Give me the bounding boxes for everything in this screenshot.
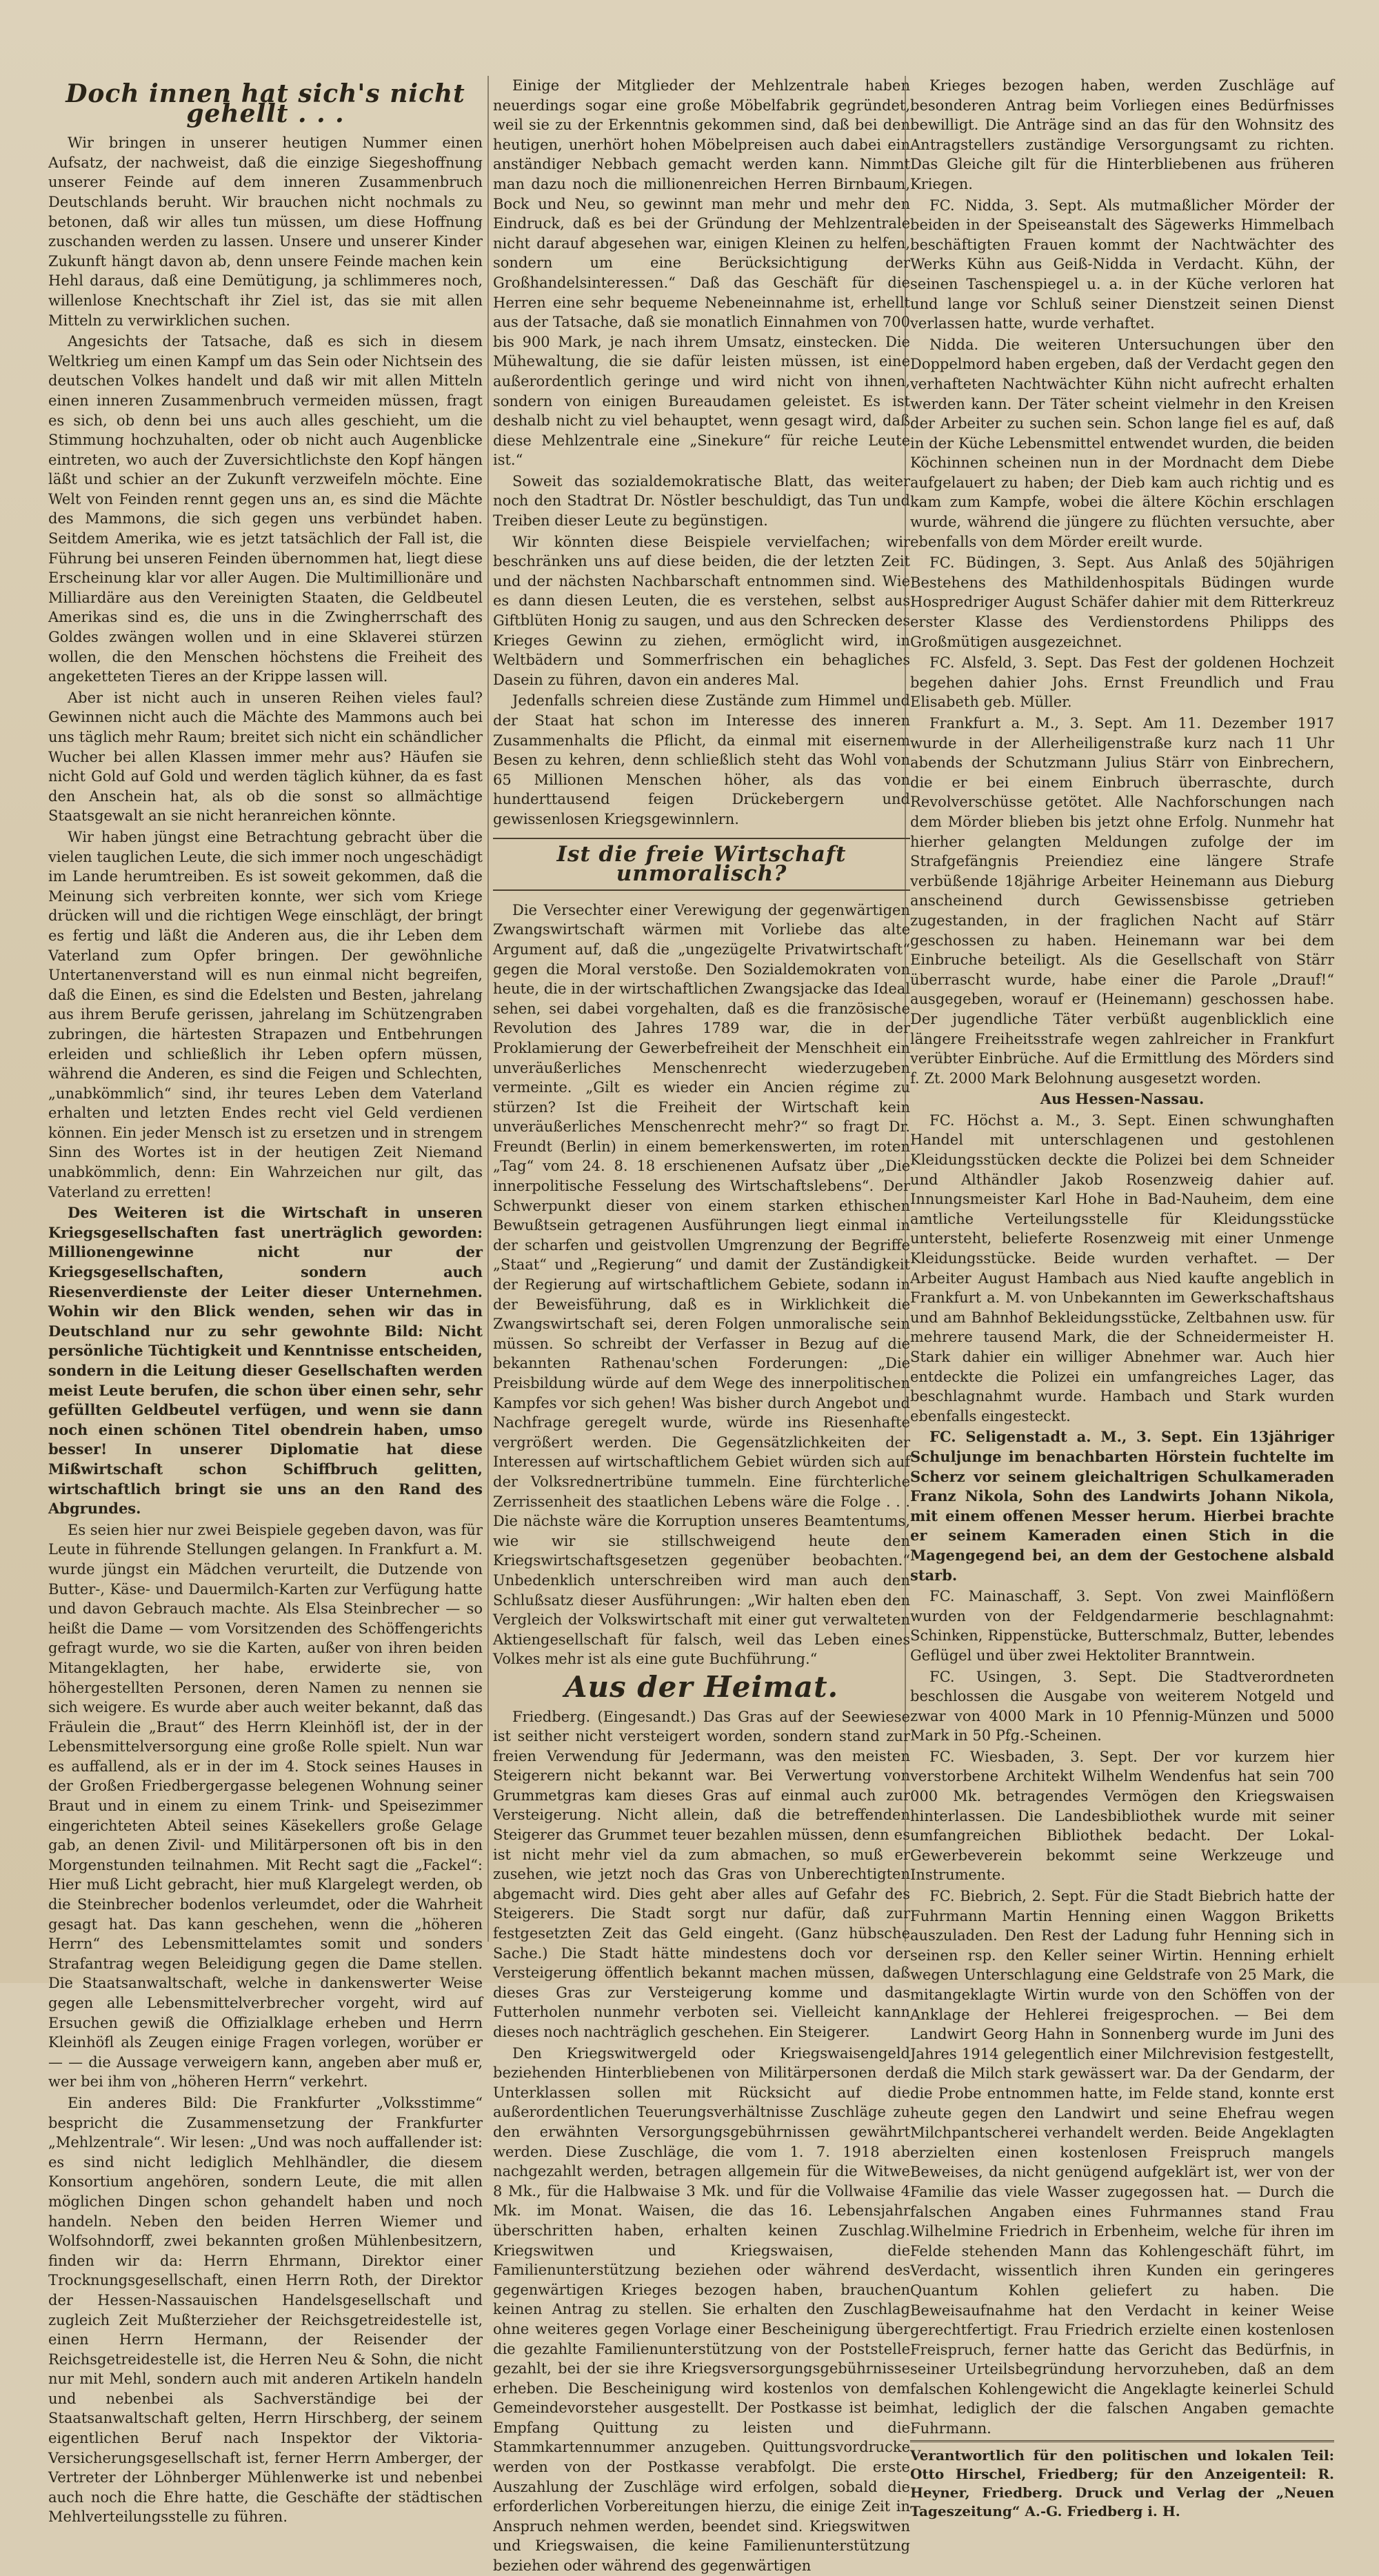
paragraph: Des Weiteren ist die Wirtschaft in unseren Kriegsgesellschaften fast unerträglich geworden: Millionengewinne nicht nur der Kriegsgesellschaften, sondern auch Riesenverdienste der Leiter dieser Unternehmen. Wohin wir den Blick wenden, sehen wir das in Deutschland nur zu sehr gewohnte Bild: Nicht persönliche Tüchtigkeit und Kenntnisse entscheiden, sondern in die Leitung dieser Gesellschaften werden meist Leute berufen, die schon über einen sehr, sehr gefüllten Geldbeutel verfügen, und wenn sie dann noch einen schönen Titel obendrein haben, umso besser! In unserer Diplomatie hat diese Mißwirtschaft schon Schiffbruch gelitten, wirtschaftlich bringt sie uns an den Rand des Abgrundes. <box>48 1204 483 1518</box>
section-headline: Aus der Heimat. <box>564 1669 839 1704</box>
news-item: FC. Usingen, 3. Sept. Die Stadtverordneten beschlossen die Ausgabe von weiterem Notgeld und zwar von 4000 Mark in 10 Pfennig-Münzen und 5000 Mark in 50 Pfg.-Scheinen. <box>910 1668 1334 1744</box>
paragraph: Soweit das sozialdemokratische Blatt, das weiter noch den Stadtrat Dr. Nöstler beschuldigt, das Tun und Treiben dieser Leute zu begünstigen. <box>493 472 910 530</box>
news-item: Frankfurt a. M., 3. Sept. Am 11. Dezember 1917 wurde in der Allerheiligenstraße kurz nach 11 Uhr abends der Schutzmann Julius Stärr von Einbrechern, die er bei einem Einbruch überraschte, durch Revolverschüsse getötet. Alle Nachforschungen nach dem Mörder blieben bis jetzt ohne Erfolg. Nunmehr hat hierher gelangten Meldungen zufolge der im Strafgefängnis Preiendiez eine längere Strafe verbüßende 18jährige Arbeiter Heinemann aus Dieburg anscheinend durch Gewissensbisse getrieben zugestanden, in der fraglichen Nacht auf Stärr geschossen zu haben. Heinemann war bei dem Einbruche beteiligt. Als die Gesellschaft von Stärr überrascht wurde, habe einer die Parole „Drauf!“ ausgegeben, worauf er (Heinemann) geschossen habe. Der jugendliche Täter verbüßt augenblicklich eine längere Freiheitsstrafe wegen zahlreicher in Frankfurt verübter Einbrüche. Auf die Ermittlung des Mörders sind f. Zt. 2000 Mark Belohnung ausgesetzt worden. <box>910 715 1334 1087</box>
section-subheading: Aus Hessen-Nassau. <box>1040 1090 1205 1108</box>
news-item: FC. Alsfeld, 3. Sept. Das Fest der goldenen Hochzeit begehen dahier Johs. Ernst Freundlich und Frau Elisabeth geb. Müller. <box>910 654 1334 711</box>
news-item: FC. Seligenstadt a. M., 3. Sept. Ein 13jähriger Schuljunge im benachbarten Hörstein fuchtelte im Scherz vor seinem gleichaltrigen Schulkameraden Franz Nikola, Sohn des Landwirts Johann Nikola, mit einem offenen Messer herum. Hierbei brachte er seinem Kameraden einen Stich in die Magengegend bei, an dem der Gestochene alsbald starb. <box>910 1428 1334 1584</box>
imprint-footer: Verantwortlich für den politischen und lokalen Teil: Otto Hirschel, Friedberg; für den Anzeigenteil: R. Heyner, Friedberg. Druck und Verlag der „Neuen Tageszeitung“ A.-G. Friedberg i. H. <box>910 2440 1334 2521</box>
paragraph: Wir könnten diese Beispiele vervielfachen; wir beschränken uns auf diese beiden, die der letzten Zeit und der nächsten Nachbarschaft entnommen sind. Wie es dann diesen Leuten, die es verstehen, selbst aus Giftblüten Honig zu saugen, und aus den Schrecken des Krieges Gewinn zu ziehen, ermöglicht wird, in Weltbädern und Sommerfrischen ein behagliches Dasein zu führen, davon ein anderes Mal. <box>493 533 910 688</box>
paragraph: Angesichts der Tatsache, daß es sich in diesem Weltkrieg um einen Kampf um das Sein oder Nichtsein des deutschen Volkes handelt und daß wir mit allen Mitteln einen inneren Zusammenbruch vermeiden müssen, fragt es sich, ob denn bei uns auch alles geschieht, um die Stimmung hochzuhalten, oder ob nicht auch Augenblicke eintreten, wo auch der Zuversichtlichste den Kopf hängen läßt und schier an der Zukunft verzweifeln möchte. Eine Welt von Feinden rennt gegen uns an, es sind die Mächte des Mammons, die sich gegen uns verbündet haben. Seitdem Amerika, wie es jetzt tatsächlich der Fall ist, die Führung bei unseren Feinden übernommen hat, liegt diese Erscheinung klar vor aller Augen. Die Multimillionäre und Milliardäre aus den Vereinigten Staaten, die Geldbeutel Amerikas sind es, die uns in die Zwingherrschaft des Goldes zwängen wollen und in eine Sklaverei stürzen wollen, die den Menschen höchstens die Freiheit des angeketteten Tieres an der Krippe lassen will. <box>48 333 483 685</box>
column-3 <box>910 76 1334 2519</box>
paragraph: Aber ist nicht auch in unseren Reihen vieles faul? Gewinnen nicht auch die Mächte des Mammons auch bei uns täglich mehr Raum; breitet sich nicht ein schändlicher Wucher bei allen Klassen immer mehr aus? Häufen sie nicht Gold auf Gold und werden täglich kühner, da es fast den Anschein hat, als ob die sonst so allmächtige Staatsgewalt an sie nicht heranreichen könnte. <box>48 689 483 825</box>
article-headline: Ist die freie Wirtschaft unmoralisch? <box>493 838 910 891</box>
paragraph: Wir bringen in unserer heutigen Nummer einen Aufsatz, der nachweist, daß die einzige Siegeshoffnung unserer Feinde auf dem inneren Zusammenbruch Deutschlands beruht. Wir brauchen nicht nochmals zu betonen, daß wir alles tun müssen, um diese Hoffnung zuschanden werden zu lassen. Unsere und unserer Kinder Zukunft hängt davon ab, denn unsere Feinde machen kein Hehl daraus, daß eine Demütigung, ja schlimmeres noch, willenlose Knechtschaft ihr Ziel ist, das sie mit allen Mitteln zu verwirklichen suchen. <box>48 134 483 329</box>
article-headline: Doch innen hat sich's nicht gehellt . . . <box>66 79 465 128</box>
paragraph: Ein anderes Bild: Die Frankfurter „Volksstimme“ bespricht die Zusammensetzung der Frankfurter „Mehlzentrale“. Wir lesen: „Und was noch auffallender ist: es sind nicht lediglich Mehlhändler, die diesem Konsortium angehören, sondern Leute, die mit allen möglichen Dingen schon gehandelt haben und noch handeln. Neben den beiden Herren Wiemer und Wolfsohndorff, zwei bekannten großen Mühlenbesitzern, finden wir da: Herrn Ehrmann, Direktor einer Trocknungsgesellschaft, einen Herrn Roth, der Direktor der Hessen-Nassauischen Handelsgesellschaft und zugleich Zeit Mußterzieher der Reichsgetreidestelle ist, einen Herrn Hermann, der Reisender der Reichsgetreidestelle ist, die Herren Neu & Sohn, die nicht nur mit Mehl, sondern auch mit anderen Artikeln handeln und nebenbei als Sachverständige bei der Staatsanwaltschaft gelten, Herrn Hirschberg, der seinem eigentlichen Beruf nach Inspektor der Viktoria-Versicherungsgesellschaft ist, ferner Herrn Amberger, der Vertreter der Löhnberger Mühlenwerke ist und nebenbei auch noch die Ehre hatte, die Geschäfte der städtischen Mehlverteilungsstelle zu führen. <box>48 2094 483 2526</box>
column-2 <box>493 76 910 2575</box>
news-item: FC. Büdingen, 3. Sept. Aus Anlaß des 50jährigen Bestehens des Mathildenhospitals Büdingen wurde Hospredriger August Schäfer dahier mit dem Ritterkreuz erster Klasse des Verdienstordens Philipps des Großmütigen ausgezeichnet. <box>910 554 1334 650</box>
news-item: FC. Wiesbaden, 3. Sept. Der vor kurzem hier verstorbene Architekt Wilhelm Wendenfus hat sein 700 000 Mk. betragendes Vermögen den Kriegswaisen hinterlassen. Die Landesbibliothek wurde mit seiner umfangreichen Bibliothek bedacht. Der Lokal-Gewerbeverein bekommt seine Werkzeuge und Instrumente. <box>910 1748 1334 1884</box>
paragraph: Wir haben jüngst eine Betrachtung gebracht über die vielen tauglichen Leute, die sich immer noch ungeschädigt im Lande herumtreiben. Es ist soweit gekommen, daß die Meinung sich verbreiten konnte, wer sich vom Kriege drücken will und die richtigen Wege einschlägt, der bringt es fertig und läßt die Anderen aus, die ihr Leben dem Vaterland zum Opfer bringen. Der gewöhnliche Untertanenverstand will es nun einmal nicht begreifen, daß die Einen, es sind die Edelsten und Besten, jahrelang aus ihrem Berufe gerissen, jahrelang im Schützengraben zubringen, die härtesten Strapazen und Entbehrungen erleiden und schließlich ihr Leben opfern müssen, während die Anderen, es sind die Feigen und Schlechten, „unabkömmlich“ sind, ihr teures Leben dem Vaterland erhalten und letzten Endes recht viel Geld verdienen können. Ein jeder Mensch ist zu ersetzen und in strengem Sinn des Wortes ist in der heutigen Zeit Niemand unabkömmlich, denn: Ein Wahrzeichen nur gilt, das Vaterland zu erretten! <box>48 828 483 1200</box>
paragraph: Die Versechter einer Verewigung der gegenwärtigen Zwangswirtschaft wärmen mit Vorliebe das alte Argument auf, daß die „ungezügelte Privatwirtschaft“ gegen die Moral verstoße. Den Sozialdemokraten von heute, die in der wirtschaftlichen Zwangsjacke das Ideal sehen, sei dabei vorgehalten, daß es die französische Revolution des Jahres 1789 war, die in der Proklamierung der Gewerbefreiheit der Menschheit ein unveräußerliches Menschenrecht wiederzugeben vermeinte. „Gilt es wieder ein Ancien régime zu stürzen? Ist die Freiheit der Wirtschaft kein unveräußerliches Menschenrecht mehr?“ so fragt Dr. Freundt (Berlin) in einem bemerkenswerten, im roten „Tag“ vom 24. 8. 18 erschienenen Aufsatz über „Die innerpolitische Fesselung des Wirtschaftslebens“. Der Schwerpunkt dieser von einem starken ethischen Bewußtsein getragenen Ausführungen liegt einmal in der scharfen und geistvollen Umgrenzung der Begriffe „Staat“ und „Regierung“ und damit der Zuständigkeit der Regierung auf wirtschaftlichem Gebiete, sodann in der Beweisführung, daß es in Wirklichkeit die Zwangswirtschaft sei, deren Folgen unmoralische sein müssen. So schreibt der Verfasser in Bezug auf die bekannten Rathenau'schen Forderungen: „Die Preisbildung würde auf dem Wege des innerpolitischen Kampfes vor sich gehen! Was bisher durch Angebot und Nachfrage geregelt wurde, würde ins Riesenhafte vergrößert werden. Die Gegensätzlichkeiten der Interessen auf wirtschaftlichem Gebiet würden sich auf der Volksrednertribüne tummeln. Eine fürchterliche Zerrissenheit des staatlichen Lebens wäre die Folge . . . Die nächste wäre die Korruption unseres Beamtentums, wie wir sie stillschweigend heute den Kriegswirtschaftsgesetzen gegenüber beobachten.“ Unbedenklich unterschreiben wird man auch den Schlußsatz dieser Ausführungen: „Wir halten eben den Vergleich der Volkswirtschaft mit einer gut verwalteten Aktiengesellschaft für falsch, weil das Leben eines Volkes mehr ist als eine gute Buchführung.“ <box>493 901 910 1668</box>
paragraph: Friedberg. (Eingesandt.) Das Gras auf der Seewiese ist seither nicht versteigert worden, sondern stand zur freien Verwendung für Jedermann, was den meisten Steigerern nicht bekannt war. Bei Verwertung von Grummetgras kam dieses Gras auf einmal auch zur Versteigerung. Nicht allein, daß die betreffenden Steigerer das Grummet teuer bezahlen müssen, denn es ist nicht mehr viel da zum abmachen, so muß er zusehen, wie jetzt noch das Gras von Unberechtigten abgemacht wird. Dies geht aber alles auf Gefahr des Steigerers. Die Stadt sorgt nur dafür, daß zur festgesetzten Zeit das Geld eingeht. (Ganz hübsche Sache.) Die Stadt hätte mindestens doch vor der Versteigerung öffentlich bekannt machen müssen, daß dieses Gras zur Versteigerung komme und das Futterholen nunmehr verboten sei. Vielleicht kann dieses noch nachträglich geschehen. Ein Steigerer. <box>493 1708 910 2040</box>
paragraph: Es seien hier nur zwei Beispiele gegeben davon, was für Leute in führende Stellungen gelangen. In Frankfurt a. M. wurde jüngst ein Mädchen verurteilt, die Dutzende von Butter-, Käse- und Dauermilch-Karten zur Verfügung hatte und davon Gebrauch machte. Als Elsa Steinbrecher — so heißt die Dame — vom Vorsitzenden des Schöffengerichts gefragt wurde, wo sie die Karten, außer von ihren beiden Mitangeklagten, her habe, erwiderte sie, von höhergestellten Personen, deren Namen zu nennen sie sich weigere. Es wurde aber auch weiter bekannt, daß das Fräulein die „Braut“ des Herrn Kleinhöfl ist, der in der Lebensmittelversorgung eine große Rolle spielt. Nun war es auffallend, als er in der im 4. Stock seines Hauses in der Großen Friedbergergasse belegenen Wohnung seiner Braut und in einem zu einem Trink- und Speisezimmer eingerichteten Abteil seines Käsekellers große Gelage gab, an denen Zivil- und Militärpersonen oft bis in den Morgenstunden teilnahmen. Mit Recht sagt die „Fackel“: Hier muß Licht gebracht, hier muß Klargelegt werden, ob die Steinbrecher bodenlos verleumdet, oder die Wahrheit gesagt hat. Das kann geschehen, wenn die „höheren Herrn“ des Lebensmittelamtes somit und sonders Strafantrag wegen Beleidigung gegen die Dame stellen. Die Staatsanwaltschaft, welche in dankenswerter Weise gegen alle Lebensmittelverbrecher vorgeht, wird auf Ersuchen gewiß die Offizialklage erheben und Herrn Kleinhöfl als Zeugen einige Fragen vorlegen, worüber er — — die Aussage verweigern kann, angeben aber muß er, wer bei ihm von „höheren Herrn“ verkehrt. <box>48 1521 483 2091</box>
news-item: FC. Mainaschaff, 3. Sept. Von zwei Mainflößern wurden von der Feldgendarmerie beschlagnahmt: Schinken, Rippenstücke, Butterschmalz, Butter, lebendes Geflügel und über zwei Hektoliter Branntwein. <box>910 1588 1334 1664</box>
paragraph: Den Kriegswitwergeld oder Kriegswaisengeld beziehenden Hinterbliebenen von Militärpersonen der Unterklassen sollen mit Rücksicht auf die außerordentlichen Teuerungsverhältnisse Zuschläge zu den erwähnten Versorgungsgebührnissen gewährt werden. Diese Zuschläge, die vom 1. 7. 1918 ab nachgezahlt werden, betragen allgemein für die Witwe 8 Mk., für die Halbwaise 3 Mk. und für die Vollwaise 4 Mk. im Monat. Waisen, die das 16. Lebensjahr überschritten haben, erhalten keinen Zuschlag. Kriegswitwen und Kriegswaisen, die Familienunterstützung beziehen oder während des gegenwärtigen Krieges bezogen haben, brauchen keinen Antrag zu stellen. Sie erhalten den Zuschlag ohne weiteres gegen Vorlage einer Bescheinigung über die gezahlte Familienunterstützung von der Poststelle gezahlt, bei der sie ihre Kriegsversorgungsgebührnisse erheben. Die Bescheinigung wird kostenlos von dem Gemeindevorsteher ausgestellt. Der Postkasse ist beim Empfang Quittung zu leisten und die Stammkartennummer anzugeben. Quittungsvordrucke werden von der Postkasse verabfolgt. Die erste Auszahlung der Zuschläge wird erfolgen, sobald die erforderlichen Vorbereitungen hierzu, die einige Zeit in Anspruch nehmen werden, beendet sind. Kriegswitwen und Kriegswaisen, die keine Familienunterstützung beziehen oder während des gegenwärtigen <box>493 2044 910 2575</box>
paragraph: Jedenfalls schreien diese Zustände zum Himmel und der Staat hat schon im Interesse des inneren Zusammenhalts die Pflicht, da einmal mit eisernem Besen zu kehren, denn schließlich steht das Wohl von 65 Millionen Menschen höher, als das von hunderttausend feigen Drückebergern und gewissenlosen Kriegsgewinnlern. <box>493 692 910 827</box>
paragraph: Krieges bezogen haben, werden Zuschläge auf besonderen Antrag beim Vorliegen eines Bedürfnisses bewilligt. Die Anträge sind an das für den Wohnsitz des Antragstellers zuständige Versorgungsamt zu richten. Das Gleiche gilt für die Hinterbliebenen aus früheren Kriegen. <box>910 77 1334 192</box>
news-item: FC. Höchst a. M., 3. Sept. Einen schwunghaften Handel mit unterschlagenen und gestohlenen Kleidungsstücken deckte die Polizei bei dem Schneider und Althändler Jakob Rosenzweig dahier auf. Innungsmeister Karl Hohe in Bad-Nauheim, dem eine amtliche Verteilungsstelle für Kleidungsstücke untersteht, belieferte Rosenzweig mit einer Unmenge Kleidungsstücke. Beide wurden verhaftet. — Der Arbeiter August Hambach aus Nied kaufte angeblich in Frankfurt a. M. von Unbekannten im Gewerkschaftshaus und am Bahnhof Bekleidungsstücke, Zeltbahnen usw. für mehrere tausend Mark, die der Schneidermeister H. Stark dahier ein williger Abnehmer war. Auch hier entdeckte die Polizei ein umfangreiches Lager, das beschlagnahmt wurde. Hambach und Stark wurden ebenfalls eingesteckt. <box>910 1111 1334 1425</box>
news-item: FC. Biebrich, 2. Sept. Für die Stadt Biebrich hatte der Fuhrmann Martin Henning einen Waggon Briketts auszuladen. Den Rest der Ladung fuhr Henning sich in seinen rsp. den Keller seiner Wirtin. Henning erhielt wegen Unterschlagung eine Geldstrafe von 25 Mark, die mitangeklagte Wirtin wurde von den Schöffen von der Anklage der Hehlerei freigesprochen. — Bei dem Landwirt Georg Hahn in Sonnenberg wurde im Juni des Jahres 1914 gelegentlich einer Milchrevision festgestellt, daß die Milch stark gewässert war. Da der Gendarm, der die Probe entnommen hatte, im Felde stand, konnte erst heute gegen den Landwirt und seine Ehefrau wegen Milchpantscherei verhandelt werden. Beide Angeklagten erzielten einen kostenlosen Freispruch mangels Beweises, da nicht genügend aufgeklärt ist, wer von der Familie das viele Wasser zugegossen hat. — Durch die falschen Angaben eines Fuhrmannes stand Frau Wilhelmine Friedrich in Erbenheim, welche für ihren im Felde stehenden Mann das Kohlengeschäft führt, im Verdacht, wissentlich ihren Kunden ein geringeres Quantum Kohlen geliefert zu haben. Die Beweisaufnahme hat den Verdacht in keiner Weise gerechtfertigt. Frau Friedrich erzielte einen kostenlosen Freispruch, ferner hatte das Gericht das Bedürfnis, in seiner Urteilsbegründung hervorzuheben, daß an dem falschen Kohlengewicht die Angeklagte keinerlei Schuld hat, lediglich der die falschen Angaben gemachte Fuhrmann. <box>910 1888 1334 2437</box>
column-rule <box>487 76 489 1942</box>
column-1 <box>48 76 483 2526</box>
news-item: Nidda. Die weiteren Untersuchungen über den Doppelmord haben ergeben, daß der Verdacht gegen den verhafteten Nachtwächter Kühn nicht aufrecht erhalten werden kann. Der Täter scheint vielmehr in den Kreisen der Arbeiter zu suchen sein. Schon lange fiel es auf, daß in der Küche Lebensmittel entwendet wurden, die beiden Köchinnen scheinen nun in der Mordnacht dem Diebe aufgelauert zu haben; der Dieb kam auch richtig und es kam zum Kampfe, wobei die ältere Köchin erschlagen wurde, während die jüngere zu flüchten versuchte, aber ebenfalls von dem Mörder ereilt wurde. <box>910 336 1334 550</box>
news-item: FC. Nidda, 3. Sept. Als mutmaßlicher Mörder der beiden in der Speiseanstalt des Sägewerks Himmelbach beschäftigten Frauen kommt der Nachtwächter des Werks Kühn aus Geiß-Nidda in Verdacht. Kühn, der seinen Taschenspiegel u. a. in der Küche verloren hat und lange vor Schluß seiner Dienstzeit seinen Dienst verlassen hatte, wurde verhaftet. <box>910 197 1334 332</box>
paragraph: Einige der Mitglieder der Mehlzentrale haben neuerdings sogar eine große Möbelfabrik gegründet, weil sie zu der Erkenntnis gekommen sind, daß bei den heutigen, unerhört hohen Möbelpreisen auch dabei ein anständiger Nebbach gemacht werden kann. Nimmt man dazu noch die millionenreichen Herren Birnbaum, Bock und Neu, so gewinnt man mehr und mehr den Eindruck, daß es bei der Gründung der Mehlzentrale nicht darauf abgesehen war, einigen Kleinen zu helfen, sondern um eine Berücksichtigung der Großhandelsinteressen.“ Daß das Geschäft für die Herren eine sehr bequeme Nebeneinnahme ist, erhellt aus der Tatsache, daß sie monatlich Einnahmen von 700 bis 900 Mark, je nach ihrem Umsatz, einstecken. Die Mühewaltung, die sie dafür leisten müssen, ist eine außerordentlich geringe und wird nicht von ihnen, sondern von einigen Bureaudamen geleistet. Es ist deshalb nicht zu viel behauptet, wenn gesagt wird, daß diese Mehlzentrale eine „Sinekure“ für reiche Leute ist.“ <box>493 77 910 469</box>
